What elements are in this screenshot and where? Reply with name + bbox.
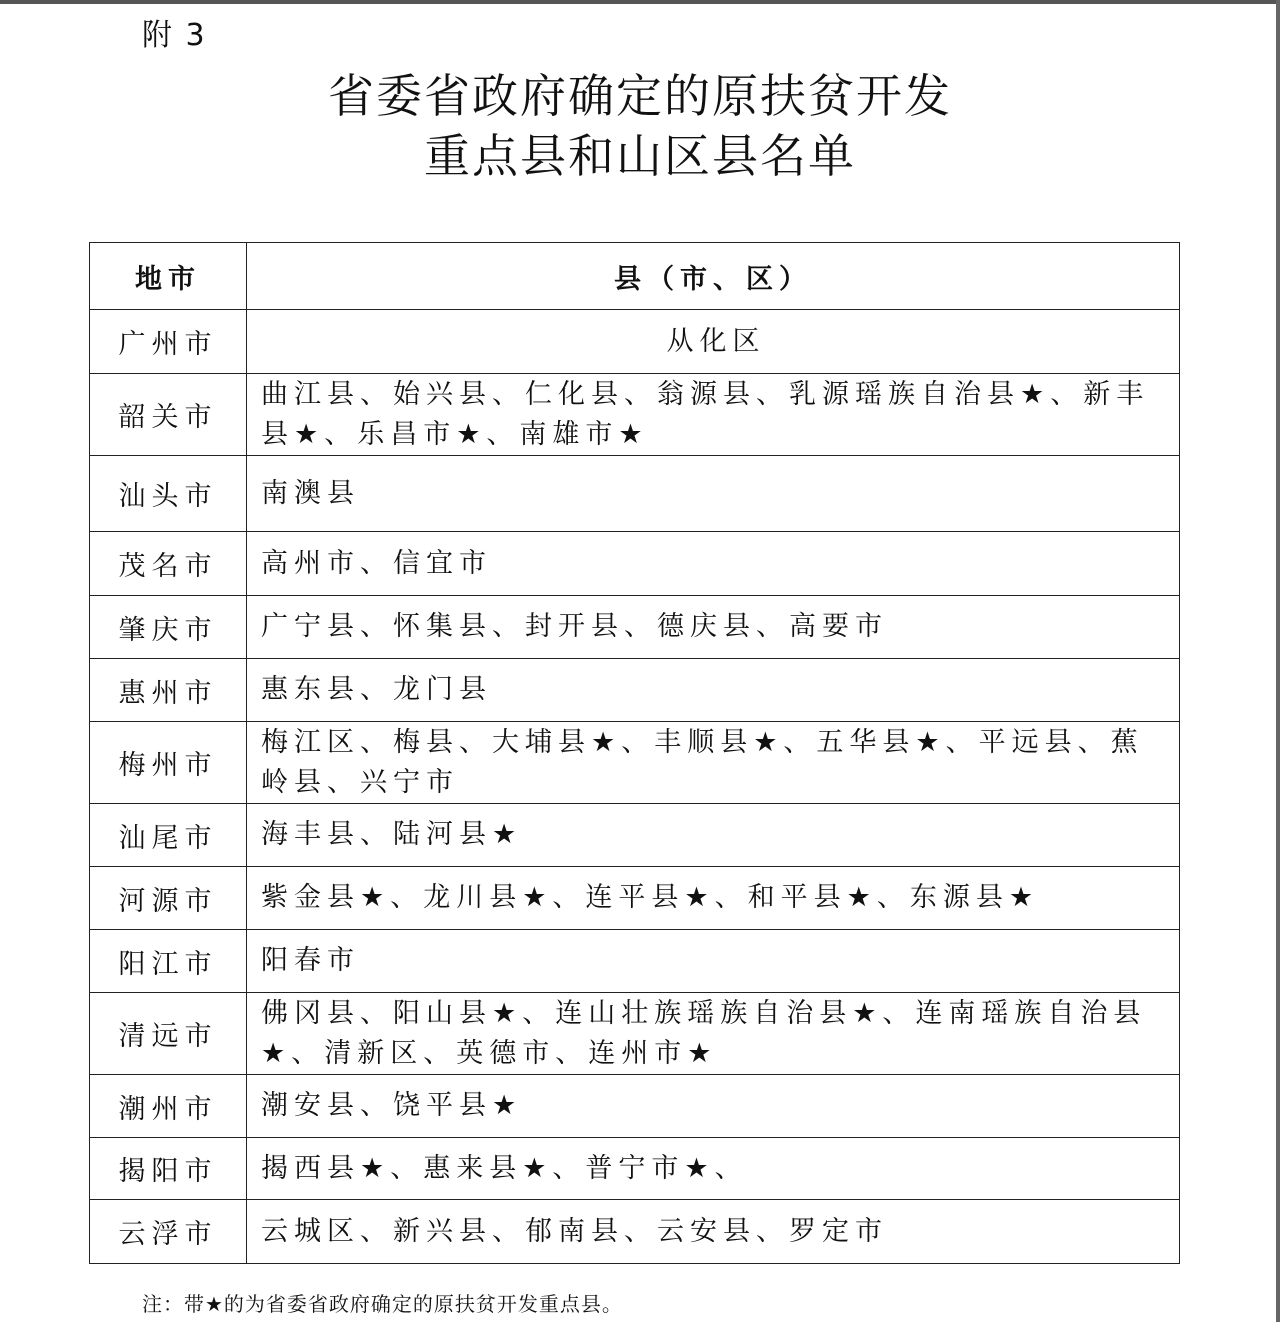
table-row (90, 930, 1180, 993)
city-cell: 阳江市 (90, 930, 247, 993)
table-row (90, 993, 1180, 1075)
counties-cell: 揭西县★、惠来县★、普宁市★、 (247, 1138, 1180, 1200)
counties-cell: 紫金县★、龙川县★、连平县★、和平县★、东源县★ (247, 867, 1180, 930)
table-row (90, 596, 1180, 659)
counties-cell: 海丰县、陆河县★ (247, 804, 1180, 867)
document-title-line2: 重点县和山区县名单 (424, 129, 856, 183)
counties-cell: 南澳县 (247, 456, 1180, 532)
counties-cell: 云城区、新兴县、郁南县、云安县、罗定市 (247, 1200, 1180, 1264)
column-header-counties: 县（市、区） (247, 243, 1180, 310)
city-cell: 惠州市 (90, 659, 247, 722)
counties-cell: 高州市、信宜市 (247, 532, 1180, 596)
city-cell: 云浮市 (90, 1200, 247, 1264)
city-cell: 韶关市 (90, 374, 247, 456)
table-row (90, 722, 1180, 804)
city-cell: 广州市 (90, 310, 247, 374)
document-title-line1: 省委省政府确定的原扶贫开发 (328, 69, 952, 123)
counties-cell: 佛冈县、阳山县★、连山壮族瑶族自治县★、连南瑶族自治县★、清新区、英德市、连州市★ (247, 993, 1180, 1075)
counties-cell: 惠东县、龙门县 (247, 659, 1180, 722)
table-row (90, 804, 1180, 867)
city-cell: 清远市 (90, 993, 247, 1075)
footnote: 注：带★的为省委省政府确定的原扶贫开发重点县。 (142, 1292, 623, 1316)
table-row (90, 374, 1180, 456)
city-cell: 汕尾市 (90, 804, 247, 867)
counties-cell: 梅江区、梅县、大埔县★、丰顺县★、五华县★、平远县、蕉岭县、兴宁市 (247, 722, 1180, 804)
counties-cell: 曲江县、始兴县、仁化县、翁源县、乳源瑶族自治县★、新丰县★、乐昌市★、南雄市★ (247, 374, 1180, 456)
table-row (90, 310, 1180, 374)
city-cell: 肇庆市 (90, 596, 247, 659)
city-cell: 梅州市 (90, 722, 247, 804)
counties-cell: 潮安县、饶平县★ (247, 1075, 1180, 1138)
table-row (90, 867, 1180, 930)
table-row (90, 1075, 1180, 1138)
table-row (90, 532, 1180, 596)
table-header-row (90, 243, 1180, 310)
top-border (0, 0, 1280, 4)
right-border (1276, 0, 1280, 1322)
table-row (90, 1138, 1180, 1200)
table-row (90, 456, 1180, 532)
attachment-label: 附 3 (142, 18, 207, 53)
table-row (90, 1200, 1180, 1264)
city-cell: 揭阳市 (90, 1138, 247, 1200)
column-header-city: 地市 (90, 243, 247, 310)
city-cell: 茂名市 (90, 532, 247, 596)
counties-cell: 阳春市 (247, 930, 1180, 993)
counties-cell: 广宁县、怀集县、封开县、德庆县、高要市 (247, 596, 1180, 659)
table-row (90, 659, 1180, 722)
city-cell: 潮州市 (90, 1075, 247, 1138)
county-list-table (89, 242, 1180, 1264)
counties-cell: 从化区 (247, 310, 1180, 374)
city-cell: 河源市 (90, 867, 247, 930)
city-cell: 汕头市 (90, 456, 247, 532)
